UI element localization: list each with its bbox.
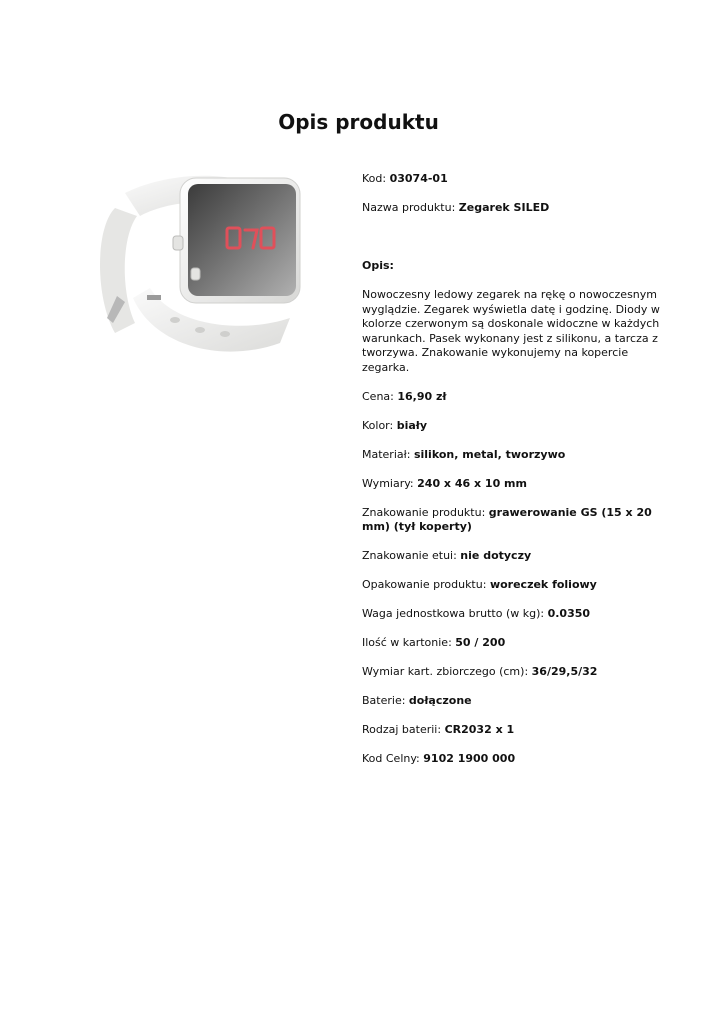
spec-label: Wymiar kart. zbiorczego (cm): — [362, 665, 532, 678]
spec-row — [362, 636, 672, 651]
spec-label: Kod Celny: — [362, 752, 424, 765]
spec-row — [362, 578, 672, 593]
spec-value: nie dotyczy — [460, 549, 532, 562]
spec-value: 16,90 zł — [397, 389, 447, 403]
spec-value: CR2032 x 1 — [444, 723, 515, 736]
spec-label: Waga jednostkowa brutto (w kg): — [362, 607, 548, 620]
spec-row — [362, 448, 672, 463]
spec-value: 0.0350 — [547, 607, 591, 620]
spec-list — [362, 390, 672, 767]
spec-value: silikon, metal, tworzywo — [413, 447, 566, 461]
spec-row — [362, 607, 672, 622]
product-details — [362, 172, 672, 781]
spec-label: Materiał: — [362, 447, 414, 461]
spec-row — [362, 390, 672, 405]
spacer — [362, 230, 672, 259]
spec-label: Znakowanie etui: — [362, 549, 461, 562]
spec-value: woreczek foliowy — [489, 578, 597, 591]
description-heading: Opis: — [362, 259, 394, 272]
field-kod: Kod: 03074-01 — [362, 172, 448, 185]
spec-row — [362, 549, 672, 564]
spec-label: Rodzaj baterii: — [362, 723, 445, 736]
spec-value: biały — [396, 418, 428, 432]
spec-label: Wymiary: — [362, 476, 418, 490]
spec-label: Cena: — [362, 389, 398, 403]
spec-label: Baterie: — [362, 694, 409, 707]
page-title: Opis produktu — [278, 110, 439, 134]
spec-row — [362, 694, 672, 709]
spec-row — [362, 723, 672, 738]
spec-value: 50 / 200 — [455, 636, 506, 649]
product-watch-image — [55, 148, 345, 398]
spec-label: Znakowanie produktu: — [362, 505, 489, 519]
spec-label: Ilość w kartonie: — [362, 636, 456, 649]
spec-row — [362, 665, 672, 680]
spec-value: 9102 1900 000 — [423, 752, 516, 765]
spec-label: Kolor: — [362, 418, 397, 432]
spec-row — [362, 506, 672, 535]
spec-value: 240 x 46 x 10 mm — [417, 476, 527, 490]
spec-row — [362, 477, 672, 492]
spec-label: Opakowanie produktu: — [362, 578, 490, 591]
field-nazwa: Nazwa produktu: Zegarek SILED — [362, 201, 550, 214]
spec-value: grawerowanie GS (15 x 20 mm) (tył koperty) — [362, 505, 652, 533]
description-text: Nowoczesny ledowy zegarek na rękę o nowoczesnym wyglądzie. Zegarek wyświetla datę i godzinę. Diody w kolorze czerwonym są doskonale widoczne w każdych warunkach. Pasek wykonany jest z silikonu, a tarcza z tworzywa. Znakowanie wykonujemy na kopercie zegarka. — [362, 288, 660, 374]
spec-row — [362, 752, 672, 767]
spec-row — [362, 419, 672, 434]
spec-value: dołączone — [408, 694, 472, 707]
spec-value: 36/29,5/32 — [531, 665, 598, 678]
